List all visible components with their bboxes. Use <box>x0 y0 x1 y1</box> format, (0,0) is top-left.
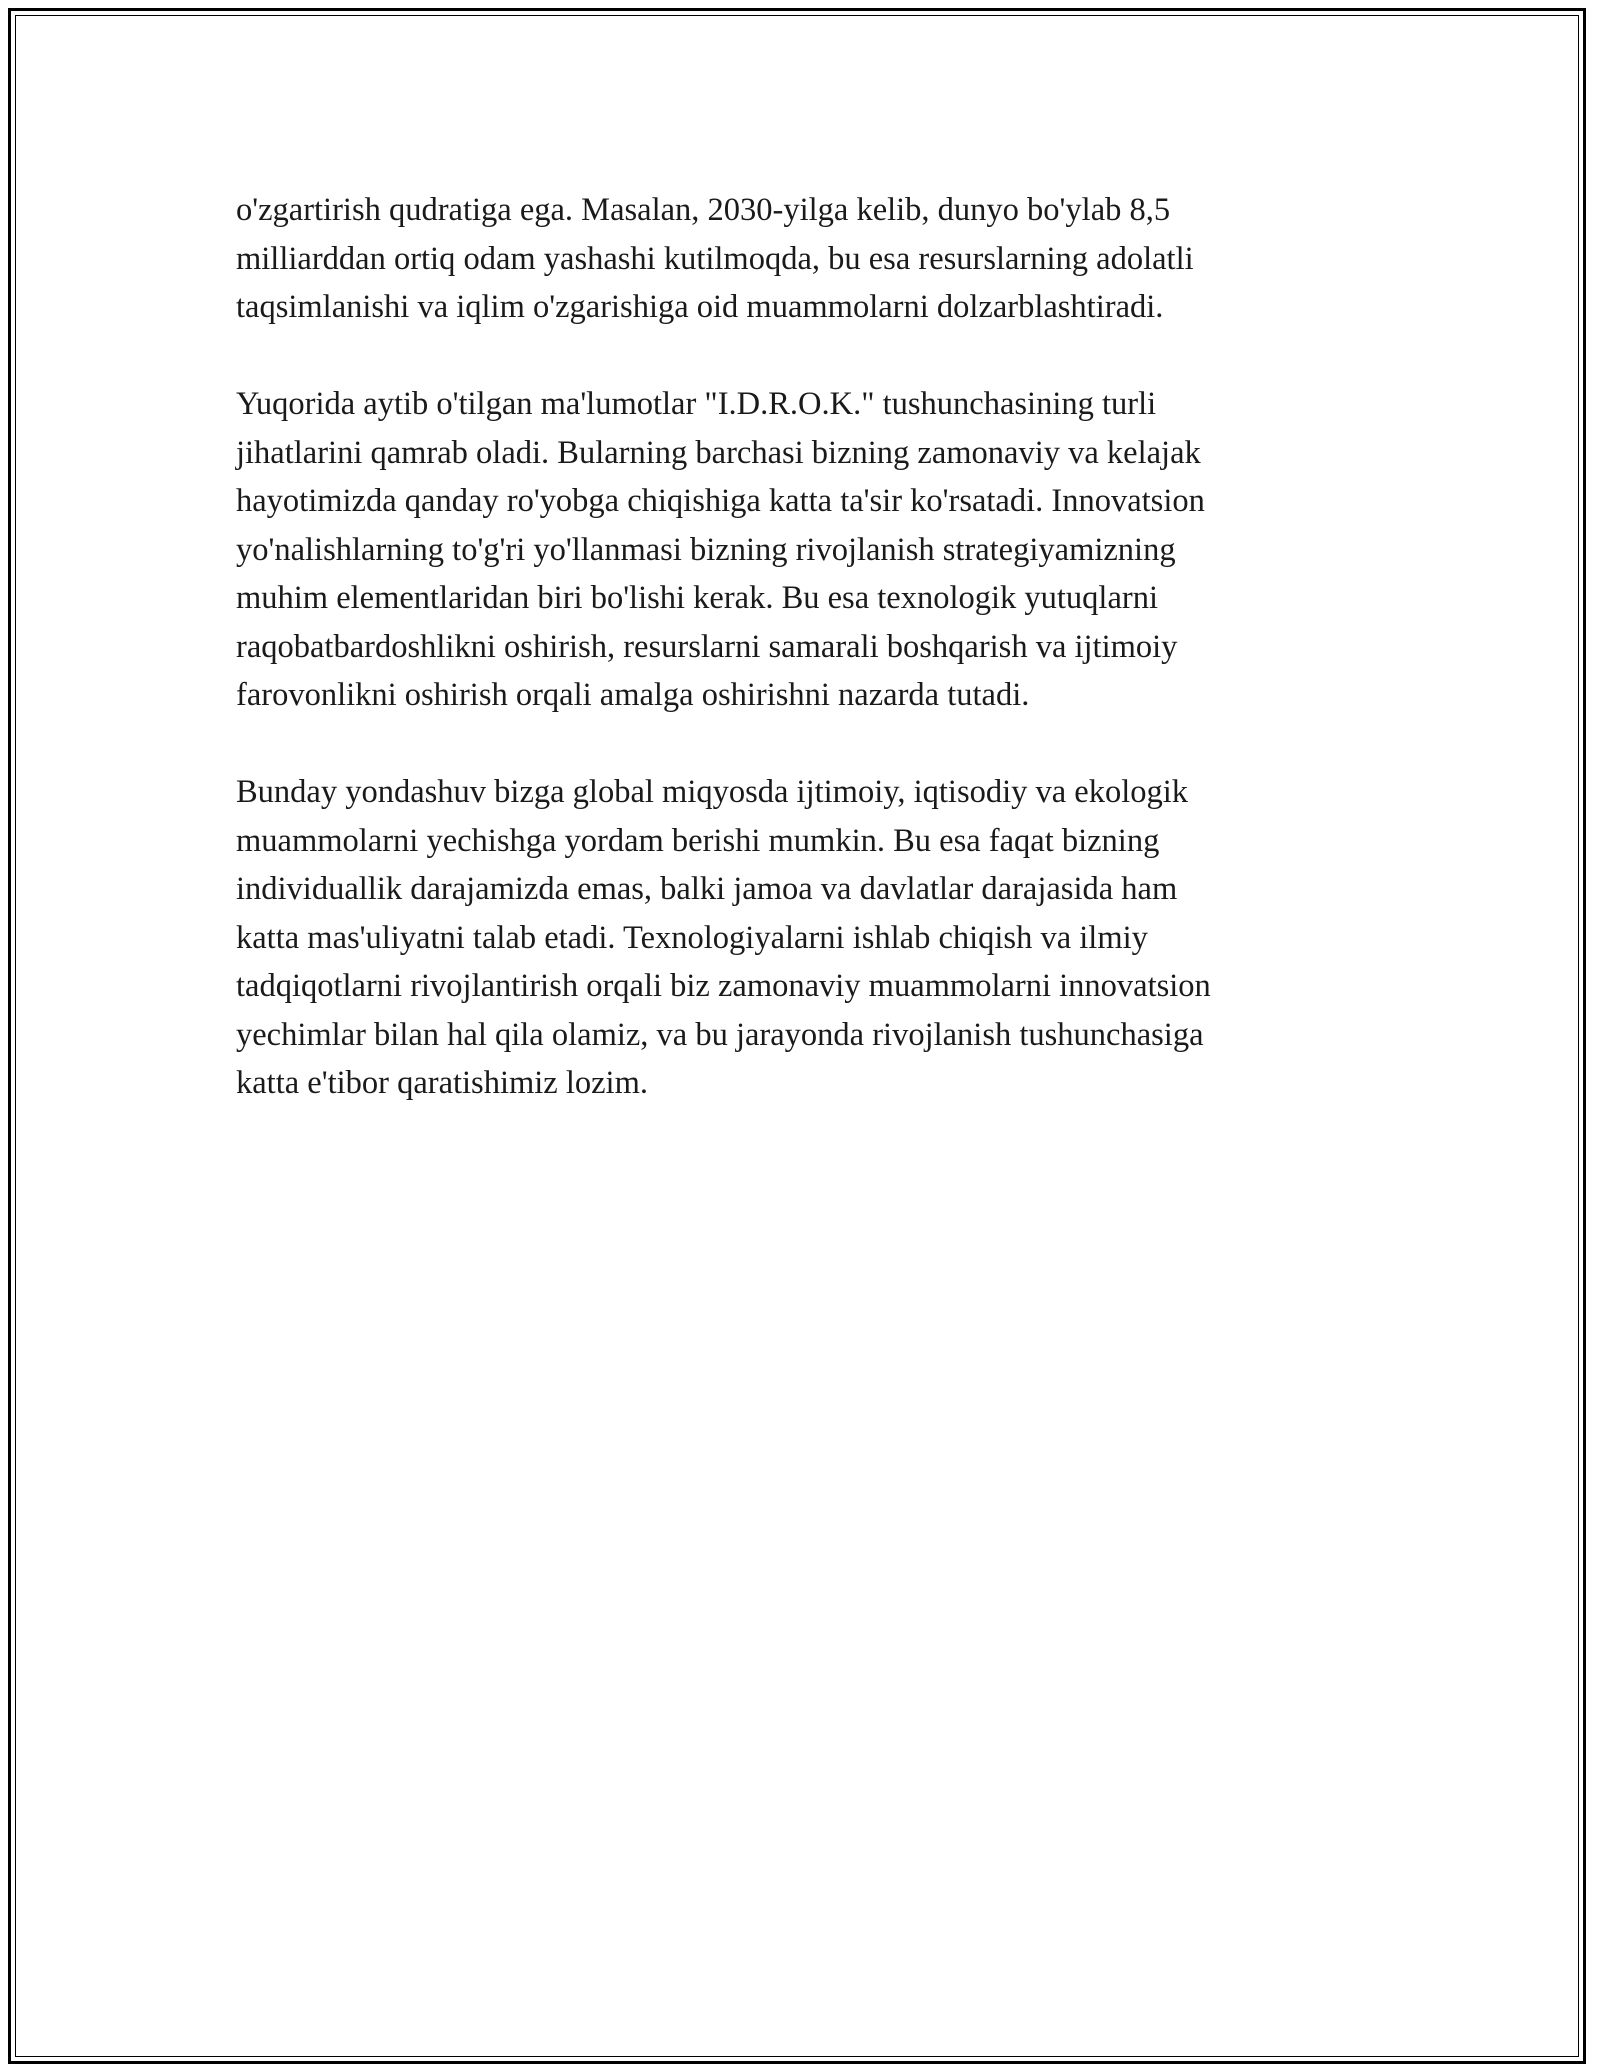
text-line: katta e'tibor qaratishimiz lozim. <box>236 1065 648 1101</box>
text-line: individuallik darajamizda emas, balki jamoa va davlatlar darajasida ham <box>236 871 1178 907</box>
text-line: muammolarni yechishga yordam berishi mumkin. Bu esa faqat bizning <box>236 822 1160 859</box>
text-line: milliarddan ortiq odam yashashi kutilmoqda, bu esa resurslarning adolatli <box>236 240 1194 277</box>
paragraph-3 <box>236 768 1366 1108</box>
text-line: muhim elementlaridan biri bo'lishi kerak. Bu esa texnologik yutuqlarni <box>236 580 1158 616</box>
paragraph-2 <box>236 380 1366 720</box>
text-line: taqsimlanishi va iqlim o'zgarishiga oid muammolarni dolzarblashtiradi. <box>236 289 1164 325</box>
text-line: jihatlarini qamrab oladi. Bularning barchasi bizning zamonaviy va kelajak <box>236 434 1201 471</box>
text-line: yo'nalishlarning to'g'ri yo'llanmasi bizning rivojlanish strategiyamizning <box>236 531 1176 568</box>
text-line: raqobatbardoshlikni oshirish, resurslarni samarali boshqarish va ijtimoiy <box>236 628 1178 665</box>
text-line: Bunday yondashuv bizga global miqyosda ijtimoiy, iqtisodiy va ekologik <box>236 774 1189 810</box>
text-line: yechimlar bilan hal qila olamiz, va bu jarayonda rivojlanish tushunchasiga <box>236 1016 1204 1053</box>
paragraph-1 <box>236 186 1366 332</box>
text-line: katta mas'uliyatni talab etadi. Texnologiyalarni ishlab chiqish va ilmiy <box>236 919 1148 956</box>
text-line: tadqiqotlarni rivojlantirish orqali biz zamonaviy muammolarni innovatsion <box>236 968 1211 1004</box>
text-line: Yuqorida aytib o'tilgan ma'lumotlar "I.D.R.O.K." tushunchasining turli <box>236 386 1157 422</box>
document-body <box>236 186 1366 1108</box>
text-line: o'zgartirish qudratiga ega. Masalan, 2030-yilga kelib, dunyo bo'ylab 8,5 <box>236 192 1171 228</box>
text-line: hayotimizda qanday ro'yobga chiqishiga katta ta'sir ko'rsatadi. Innovatsion <box>236 483 1205 519</box>
text-line: farovonlikni oshirish orqali amalga oshirishni nazarda tutadi. <box>236 677 1030 713</box>
